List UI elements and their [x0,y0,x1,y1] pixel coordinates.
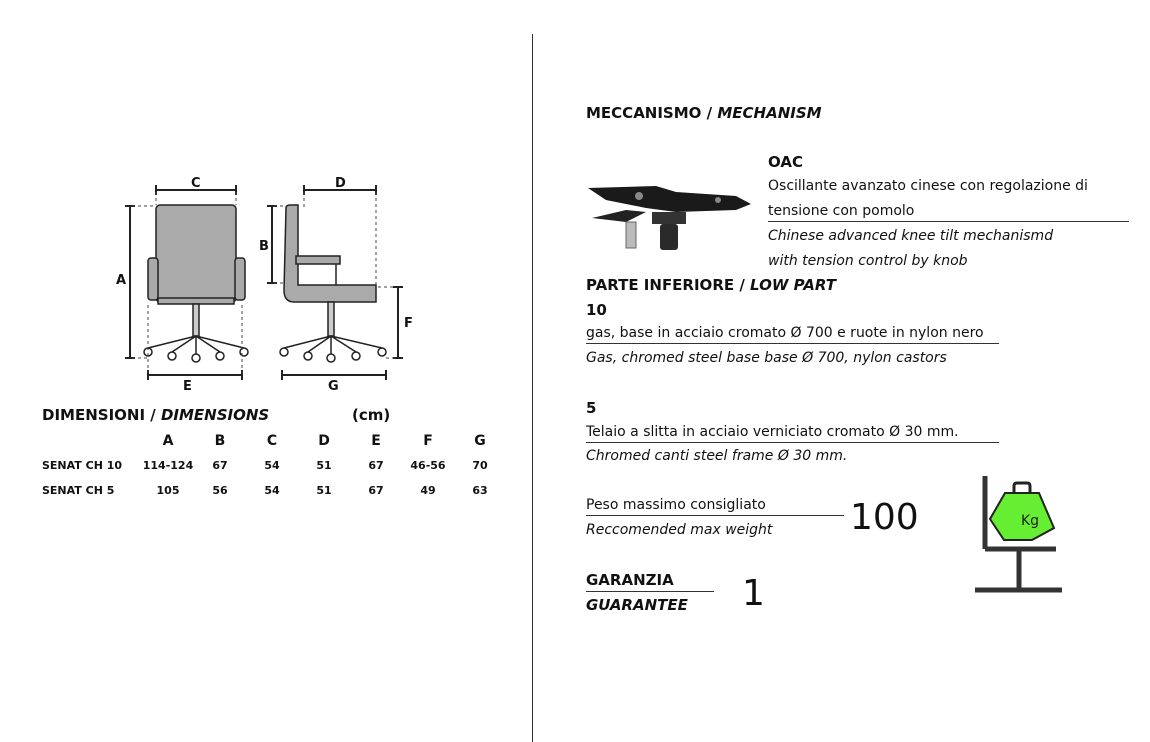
table-header-row [42,428,506,453]
col-g: G [474,432,486,449]
dimensions-unit: (cm) [352,406,391,424]
label-d: D [335,176,346,191]
col-d: D [318,432,330,449]
label-b: B [259,239,269,254]
guarantee-label-en: GUARANTEE [586,596,688,614]
cell: 63 [472,484,488,497]
cell: 67 [368,484,384,497]
col-c: C [266,432,278,449]
mechanism-desc-en-1: Chinese advanced knee tilt mechanismd [768,228,1054,244]
weight-label-it: Peso massimo consigliato [586,497,844,516]
row-name: SENAT CH 5 [42,484,115,497]
cell: 70 [472,459,488,472]
col-e: E [371,432,381,449]
table-row [42,478,506,503]
low-part-desc-it-5: Telaio a slitta in acciaio verniciato cromato Ø 30 mm. [586,424,999,443]
label-e: E [183,379,192,394]
cell: 105 [156,484,180,497]
dimensions-heading: DIMENSIONI / DIMENSIONS [42,406,270,424]
cell: 67 [368,459,384,472]
col-a: A [162,432,174,449]
guarantee-value: 1 [742,573,765,614]
label-a: A [116,273,127,288]
label-g: G [328,379,339,394]
weight-value: 100 [850,497,919,538]
low-part-desc-en-10: Gas, chromed steel base base Ø 700, nylon castors [586,350,947,366]
label-c: C [191,176,201,191]
cell: 54 [264,484,280,497]
page-divider [532,34,533,742]
label-f: F [404,316,413,331]
low-part-desc-en-5: Chromed canti steel frame Ø 30 mm. [586,448,848,464]
cell: 114-124 [142,459,194,472]
weight-label-en: Reccomended max weight [586,522,773,538]
cell: 51 [316,484,332,497]
cell: 56 [212,484,228,497]
cell: 46-56 [410,459,446,472]
mechanism-desc-it-2: tensione con pomolo [768,203,1129,222]
mechanism-image [586,182,756,257]
low-part-heading: PARTE INFERIORE / LOW PART [586,276,836,294]
cell: 54 [264,459,280,472]
guarantee-label-it: GARANZIA [586,571,714,592]
weight-kg-icon [972,474,1064,596]
mechanism-code: OAC [768,153,803,171]
low-part-code-5: 5 [586,399,597,417]
col-b: B [214,432,226,449]
mechanism-desc-en-2: with tension control by knob [768,253,968,269]
row-name: SENAT CH 10 [42,459,123,472]
chair-dimension-diagram [100,170,420,395]
mechanism-heading: MECCANISMO / MECHANISM [586,104,822,122]
low-part-code-10: 10 [586,301,607,319]
dimensions-table [42,428,506,503]
cell: 49 [420,484,436,497]
table-row [42,453,506,478]
kg-label: Kg [1020,513,1040,529]
mechanism-desc-it-1: Oscillante avanzato cinese con regolazione di [768,178,1088,194]
low-part-desc-it-10: gas, base in acciaio cromato Ø 700 e ruote in nylon nero [586,325,999,344]
col-f: F [423,432,433,449]
cell: 67 [212,459,228,472]
cell: 51 [316,459,332,472]
